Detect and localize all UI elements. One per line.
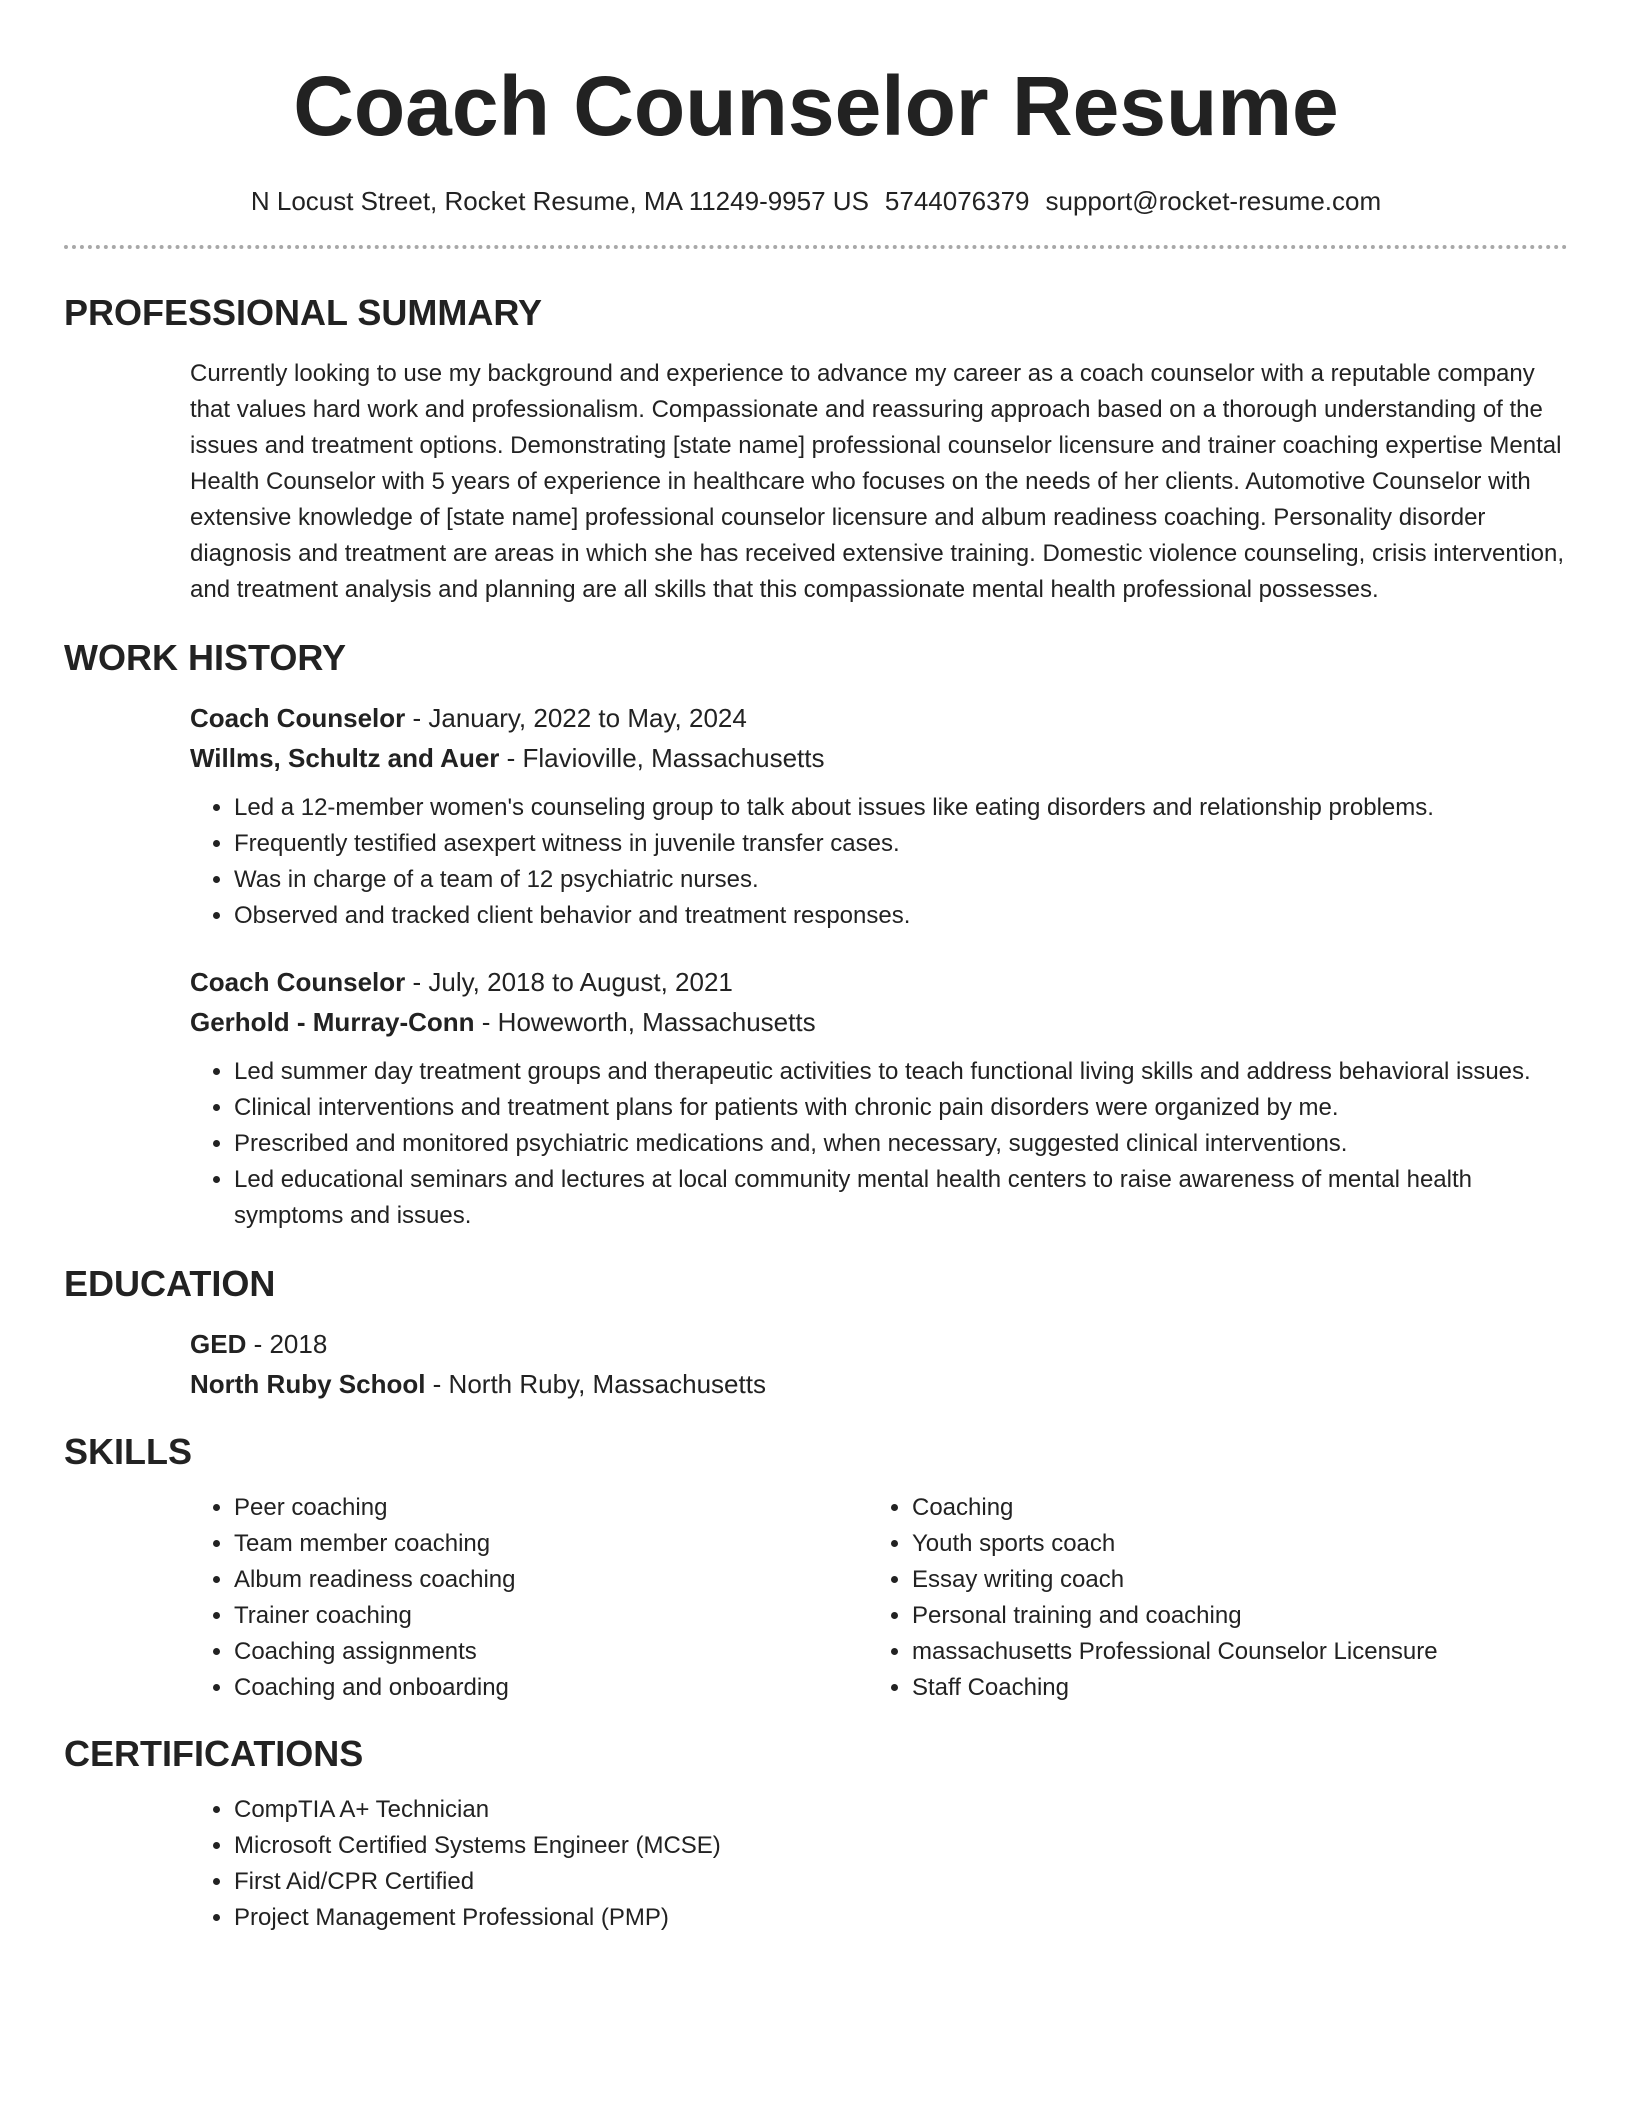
education-section — [64, 1262, 1568, 1404]
job-title: Coach Counselor — [190, 967, 406, 997]
job-title-line — [190, 962, 1568, 1002]
summary-text: Currently looking to use my background and experience to advance my career as a coach counselor with a reputable company that values hard work and professionalism. Compassionate and reassuring approach based on a thorough understanding of the issues and treatment options. Demonstrating [state name] professional counselor licensure and trainer coaching expertise Mental Health Counselor with 5 years of experience in healthcare who focuses on the needs of her clients. Automotive Counselor with extensive knowledge of [state name] professional counselor licensure and album readiness coaching. Personality disorder diagnosis and treatment are areas in which she has received extensive training. Domestic violence counseling, crisis intervention, and treatment analysis and planning are all skills that this compassionate mental health professional possesses. — [190, 360, 1565, 603]
skills-list-left — [190, 1490, 868, 1706]
contact-line — [64, 183, 1568, 219]
job-dates: - July, 2018 to August, 2021 — [405, 967, 733, 997]
education-school: North Ruby School — [190, 1369, 426, 1399]
certifications-section — [64, 1732, 1568, 1936]
list-item: • Coaching assignments — [234, 1634, 868, 1670]
job-bullet-list — [190, 1054, 1568, 1234]
job-company: Willms, Schultz and Auer — [190, 743, 500, 773]
list-item: • Personal training and coaching — [912, 1598, 1438, 1634]
list-item: • Led a 12-member women's counseling group to talk about issues like eating disorders and relationship problems. — [234, 790, 1568, 826]
list-item: • Led educational seminars and lectures at local community mental health centers to raise awareness of mental health symptoms and issues. — [234, 1162, 1568, 1234]
list-item: • Peer coaching — [234, 1490, 868, 1526]
job-company-line — [190, 738, 1568, 778]
work-heading: WORK HISTORY — [64, 637, 347, 678]
resume-title: Coach Counselor Resume — [293, 59, 1339, 153]
education-year: - 2018 — [246, 1329, 328, 1359]
summary-heading: PROFESSIONAL SUMMARY — [64, 292, 543, 333]
list-item: • Coaching and onboarding — [234, 1670, 868, 1706]
list-item: • Microsoft Certified Systems Engineer (MCSE) — [234, 1828, 1568, 1864]
education-degree-line — [190, 1324, 1568, 1364]
education-heading: EDUCATION — [64, 1263, 276, 1304]
list-item: • Led summer day treatment groups and therapeutic activities to teach functional living skills and address behavioral issues. — [234, 1054, 1568, 1090]
skills-column-right — [868, 1490, 1438, 1706]
list-item: • Team member coaching — [234, 1526, 868, 1562]
list-item: • First Aid/CPR Certified — [234, 1864, 1568, 1900]
work-section — [64, 636, 1568, 1234]
skills-column-left — [190, 1490, 868, 1706]
job-dates: - January, 2022 to May, 2024 — [405, 703, 747, 733]
contact-address: N Locust Street, Rocket Resume, MA 11249-9957 US — [250, 186, 869, 216]
job-title: Coach Counselor — [190, 703, 406, 733]
education-school-line — [190, 1364, 1568, 1404]
skills-heading: SKILLS — [64, 1431, 193, 1472]
summary-section — [64, 291, 1568, 608]
list-item: • Prescribed and monitored psychiatric medications and, when necessary, suggested clinical interventions. — [234, 1126, 1568, 1162]
job-entry — [64, 962, 1568, 1234]
job-entry — [64, 698, 1568, 934]
header-divider — [64, 245, 1568, 249]
list-item: • Frequently testified asexpert witness in juvenile transfer cases. — [234, 826, 1568, 862]
job-location: - Flavioville, Massachusetts — [499, 743, 825, 773]
job-title-line — [190, 698, 1568, 738]
skills-section — [64, 1430, 1568, 1706]
list-item: • Clinical interventions and treatment plans for patients with chronic pain disorders were organized by me. — [234, 1090, 1568, 1126]
list-item: • Trainer coaching — [234, 1598, 868, 1634]
certifications-heading: CERTIFICATIONS — [64, 1733, 364, 1774]
education-location: - North Ruby, Massachusetts — [425, 1369, 766, 1399]
job-location: - Howeworth, Massachusetts — [474, 1007, 816, 1037]
list-item: • Coaching — [912, 1490, 1438, 1526]
job-bullet-list — [190, 790, 1568, 934]
certifications-list — [190, 1792, 1568, 1936]
list-item: • massachusetts Professional Counselor Licensure — [912, 1634, 1438, 1670]
job-company-line — [190, 1002, 1568, 1042]
list-item: • Essay writing coach — [912, 1562, 1438, 1598]
list-item: • Project Management Professional (PMP) — [234, 1900, 1568, 1936]
list-item: • Was in charge of a team of 12 psychiatric nurses. — [234, 862, 1568, 898]
list-item: • Album readiness coaching — [234, 1562, 868, 1598]
skills-list-right — [868, 1490, 1438, 1706]
job-company: Gerhold - Murray-Conn — [190, 1007, 475, 1037]
education-degree: GED — [190, 1329, 247, 1359]
list-item: • Observed and tracked client behavior and treatment responses. — [234, 898, 1568, 934]
list-item: • Staff Coaching — [912, 1670, 1438, 1706]
list-item: • CompTIA A+ Technician — [234, 1792, 1568, 1828]
list-item: • Youth sports coach — [912, 1526, 1438, 1562]
contact-phone: 5744076379 — [884, 186, 1030, 216]
contact-email: support@rocket-resume.com — [1045, 186, 1382, 216]
